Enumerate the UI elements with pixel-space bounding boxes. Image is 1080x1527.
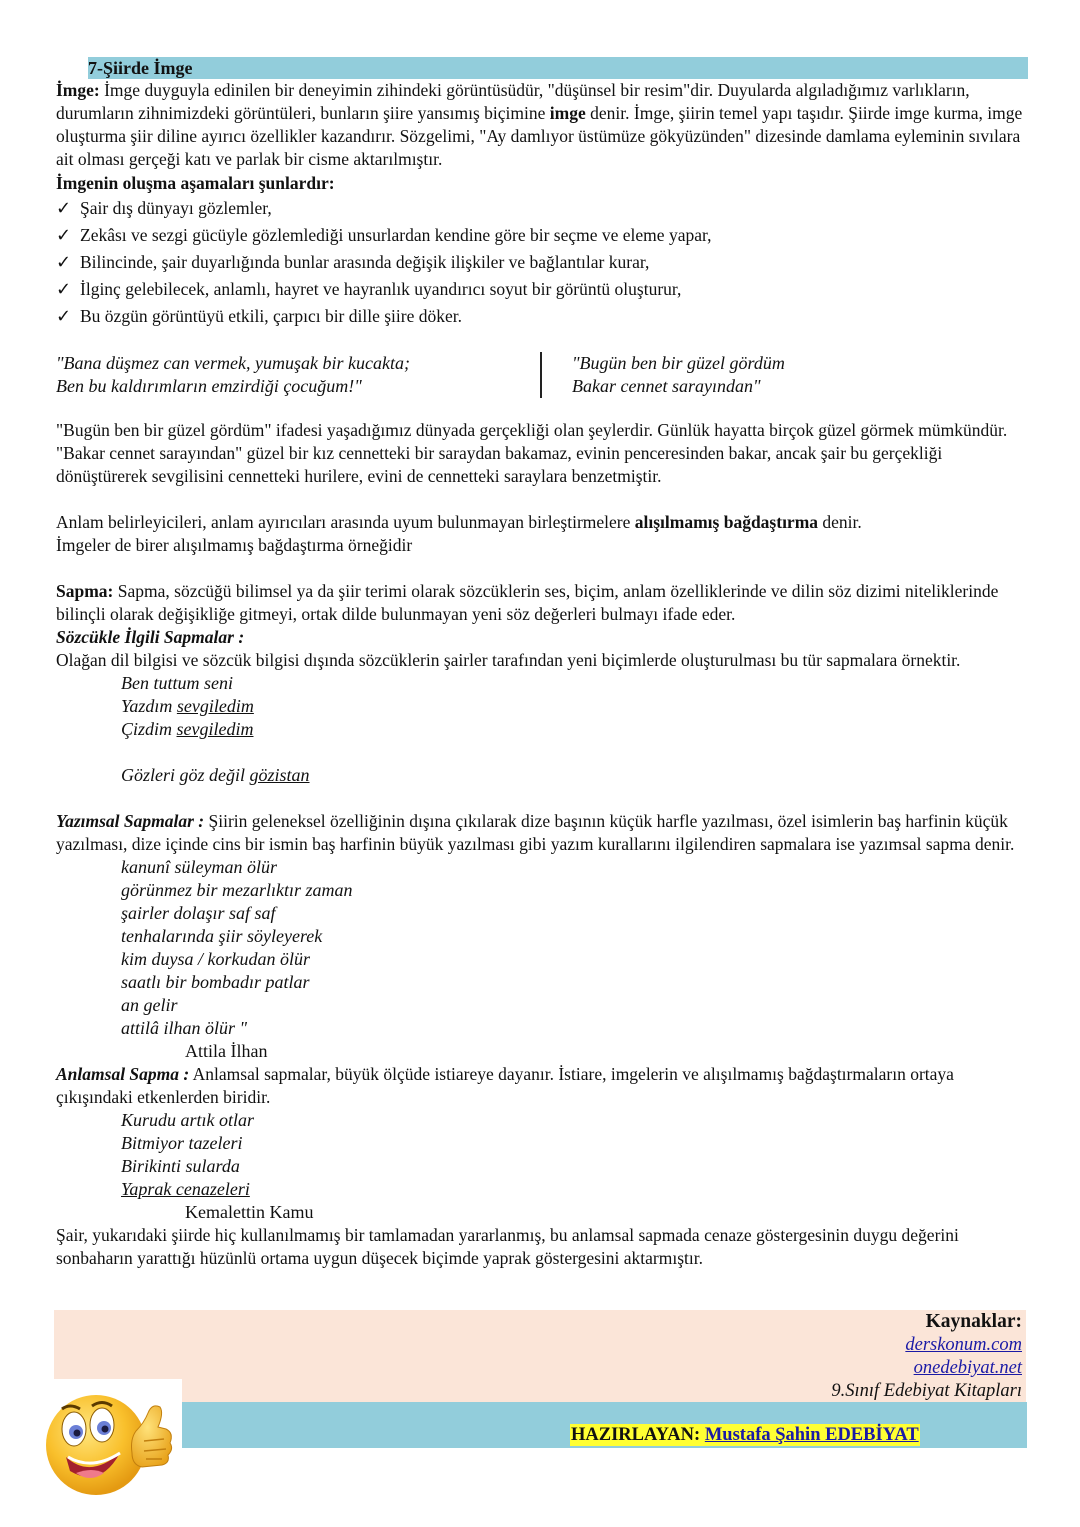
poem-underlined-line: Yaprak cenazeleri: [121, 1179, 250, 1199]
poem-line: kanunî süleyman ölür: [121, 857, 277, 877]
poem-line: [121, 695, 1028, 718]
sapma-label: Sapma:: [56, 581, 114, 601]
sources-box: [54, 1310, 1026, 1402]
poem-line: görünmez bir mezarlıktır zaman: [121, 880, 353, 900]
document-page: [56, 57, 1028, 1270]
semantic-conclusion: Şair, yukarıdaki şiirde hiç kullanılmamış bir tamlamadan yararlanmış, bu anlamsal sapmada cenaze göstergesinin duygu değerini sonbaharın yarattığı hüzünlü ortama uygun düşecek biçimde yaprak göstergesini aktarmıştır.: [56, 1225, 959, 1268]
check-icon: ✓: [56, 306, 72, 327]
poem-line: saatlı bir bombadır patlar: [121, 972, 310, 992]
stage-item: [56, 303, 1028, 330]
poem-line: an gelir: [121, 995, 178, 1015]
quote-line: "Bana düşmez can vermek, yumuşak bir kucakta;: [56, 353, 410, 373]
imge-text-1: İmge duyguyla edinilen bir deneyimin zihindeki görüntüsüdür, "düşünsel bir resim"dir. Duyularda algıladığımız varlıkların, durumların zihnimizdeki görüntüleri, bunların şiire yansımış biçimine: [56, 80, 970, 123]
section-title-text: 7-Şiirde İmge: [88, 58, 193, 78]
source-link-onedebiyat[interactable]: onedebiyat.net: [913, 1358, 1022, 1378]
unusual-paragraph: [56, 511, 1028, 557]
poem-line: [121, 718, 1028, 741]
sapma-paragraph: [56, 580, 1028, 626]
prepared-by-label: HAZIRLAYAN:: [571, 1425, 705, 1445]
sources-title: Kaynaklar:: [925, 1311, 1022, 1332]
prepared-by: [570, 1424, 920, 1446]
stages-title: İmgenin oluşma aşamaları şunlardır:: [56, 173, 335, 193]
prepared-by-link[interactable]: Mustafa Şahin EDEBİYAT: [704, 1425, 919, 1445]
stage-item: [56, 222, 1028, 249]
poem-line: şairler dolaşır saf saf: [121, 903, 276, 923]
poem-underlined-word: sevgiledim: [176, 696, 254, 716]
stage-text: Bilincinde, şair duyarlığında bunlar arasında değişik ilişkiler ve bağlantılar kurar,: [80, 252, 650, 272]
quote-right: [572, 352, 785, 398]
poem-line: attilâ ilhan ölür ": [121, 1018, 248, 1038]
poem-author: Kemalettin Kamu: [185, 1202, 314, 1222]
poem-text: Çizdim: [121, 719, 177, 739]
quote-line: Ben bu kaldırımların emzirdiği çocuğum!": [56, 376, 362, 396]
orthographic-text: Şiirin geleneksel özelliğinin dışına çıkılarak dize başının küçük harfle yazılması, özel isimlerin baş harfinin küçük yazılması, dize içinde cins bir ismin baş harfinin büyük yazılması gibi yazım kurallarını ilgilendiren sapmalara ise yazımsal sapma denir.: [56, 811, 1015, 854]
stages-list: [56, 195, 1028, 330]
poem-author: Attila İlhan: [185, 1041, 268, 1061]
check-icon: ✓: [56, 225, 72, 246]
unusual-line-2: İmgeler de birer alışılmamış bağdaştırma örneğidir: [56, 535, 413, 555]
check-icon: ✓: [56, 252, 72, 273]
lexical-title: Sözcükle İlgili Sapmalar :: [56, 627, 245, 647]
explanation-paragraph: "Bugün ben bir güzel gördüm" ifadesi yaşadığımız dünyada gerçekliği olan şeylerdir. Günlük hayatta birçok güzel görmek mümkündür. "Bakar cennet sarayından" güzel bir kız cennetteki bir saraydan bakamaz, evinin penceresinden bakar, ancak şair bu gerçekliği dönüştürerek sevgilisini cennetteki hurilere, evini de cennetteki saraylara benzetmiştir.: [56, 420, 1008, 486]
emoji-image: [40, 1379, 182, 1497]
poem-line: Kurudu artık otlar: [121, 1110, 255, 1130]
source-book: 9.Sınıf Edebiyat Kitapları: [831, 1381, 1022, 1401]
imge-bold-term: imge: [549, 103, 586, 123]
stage-text: Bu özgün görüntüyü etkili, çarpıcı bir dille şiire döker.: [80, 306, 463, 326]
poem-line: Bitmiyor tazeleri: [121, 1133, 243, 1153]
poem-underlined-word: gözistan: [249, 765, 310, 785]
semantic-paragraph: [56, 1063, 1028, 1109]
poem-text: Gözleri göz değil: [121, 765, 250, 785]
semantic-poem: [121, 1109, 1028, 1201]
stage-item: [56, 249, 1028, 276]
poem-line: kim duysa / korkudan ölür: [121, 949, 310, 969]
stage-text: Şair dış dünyayı gözlemler,: [80, 198, 272, 218]
stage-item: [56, 276, 1028, 303]
stage-item: [56, 195, 1028, 222]
quote-left: [56, 352, 540, 398]
poem-line: [121, 764, 1028, 787]
unusual-bold-term: alışılmamış bağdaştırma: [634, 512, 819, 532]
poem-line: Birikinti sularda: [121, 1156, 240, 1176]
orthographic-paragraph: [56, 810, 1028, 856]
section-title: [88, 57, 1028, 79]
check-icon: ✓: [56, 198, 72, 219]
stage-text: Zekâsı ve sezgi gücüyle gözlemlediği unsurlardan kendine göre bir seçme ve eleme yapar,: [80, 225, 712, 245]
imge-definition: [56, 79, 1028, 171]
source-link-derskonum[interactable]: derskonum.com: [905, 1335, 1022, 1355]
imge-text-2: denir. İmge, şiirin temel yapı taşıdır. Şiirde imge kurma, imge oluşturma şiir diline ayırıcı özellikler kazandırır. Sözgelimi, "Ay damlıyor üstümüze gökyüzünden" dizesinde damlama eyleminin sıvılara ait olması gerçeği katı ve parlak bir cisme aktarılmıştır.: [56, 103, 1023, 169]
unusual-text-2: denir.: [818, 512, 862, 532]
orthographic-title: Yazımsal Sapmalar :: [56, 811, 205, 831]
quote-divider: [540, 352, 542, 398]
poem-line: tenhalarında şiir söyleyerek: [121, 926, 323, 946]
orthographic-poem: [121, 856, 1028, 1040]
sources-list: [831, 1310, 1022, 1403]
quote-line: Bakar cennet sarayından": [572, 376, 761, 396]
poem-line: Ben tuttum seni: [121, 673, 233, 693]
example-quotes: [56, 352, 1028, 398]
lexical-text: Olağan dil bilgisi ve sözcük bilgisi dışında sözcüklerin şairler tarafından yeni biçimlerde oluşturulması bu tür sapmalara örnektir.: [56, 650, 961, 670]
footer-bar: [182, 1402, 1027, 1448]
poem-text: Yazdım: [121, 696, 177, 716]
sapma-text: Sapma, sözcüğü bilimsel ya da şiir terimi olarak sözcüklerin ses, biçim, anlam özelliklerinde ve dilin söz dizimi niteliklerinde bilinçli olarak değişikliğe gitmeyi, ortak dilde bulunmayan yeni söz değerleri bulmayı ifade eder.: [56, 581, 999, 624]
stage-text: İlginç gelebilecek, anlamlı, hayret ve hayranlık uyandırıcı soyut bir görüntü oluşturur,: [80, 279, 682, 299]
semantic-text: Anlamsal sapmalar, büyük ölçüde istiareye dayanır. İstiare, imgelerin ve alışılmamış bağdaştırmaların ortaya çıkışındaki etkenlerden biridir.: [56, 1064, 954, 1107]
quote-line: "Bugün ben bir güzel gördüm: [572, 353, 785, 373]
smiley-thumbs-up-icon: [40, 1379, 182, 1497]
poem-underlined-word: sevgiledim: [176, 719, 254, 739]
unusual-text-1: Anlam belirleyicileri, anlam ayırıcıları arasında uyum bulunmayan birleştirmelere: [56, 512, 635, 532]
semantic-title: Anlamsal Sapma :: [56, 1064, 190, 1084]
lexical-poem: [121, 672, 1028, 787]
check-icon: ✓: [56, 279, 72, 300]
imge-label: İmge:: [56, 80, 100, 100]
poem-line: [121, 1178, 1028, 1201]
